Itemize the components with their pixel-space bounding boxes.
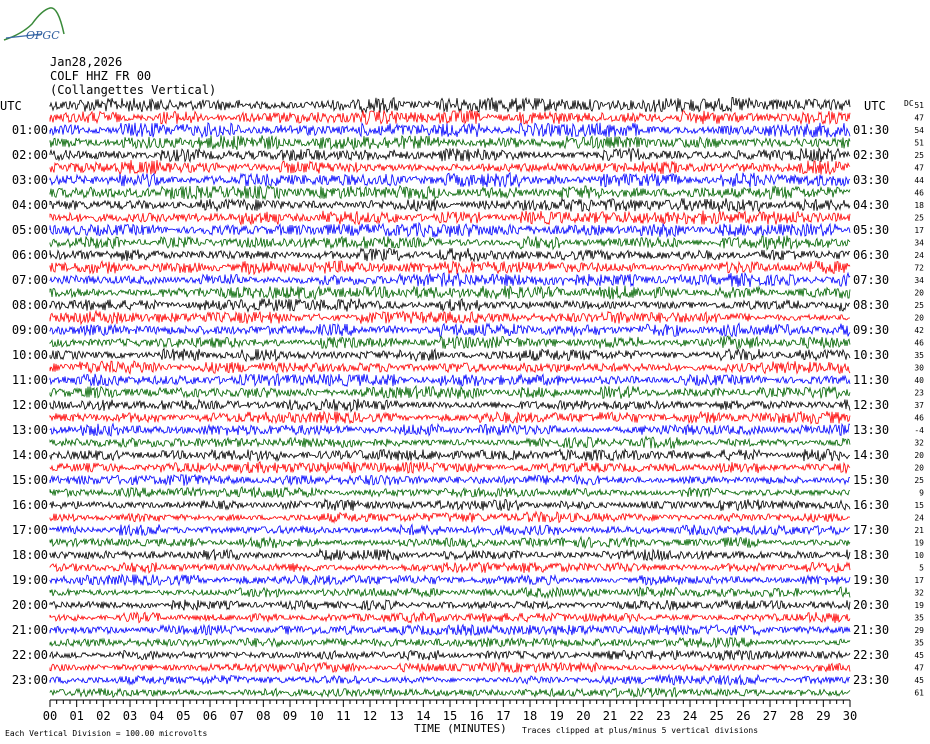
right-hour-label: 19:30 (853, 573, 890, 587)
dc-offset-label: 61 (914, 688, 924, 698)
x-tick-label: 14 (416, 709, 431, 723)
left-hour-label: 13:00 (11, 423, 48, 437)
left-hour-label: 03:00 (11, 173, 48, 187)
left-utc-label: UTC (0, 99, 22, 113)
dc-offset-label: 19 (914, 601, 924, 610)
left-hour-label: 09:00 (11, 323, 48, 337)
right-hour-label: 05:30 (853, 223, 890, 237)
x-tick-label: 09 (282, 709, 298, 723)
trace-line (50, 562, 850, 573)
dc-offset-label: 25 (914, 213, 924, 223)
left-hour-label: 11:00 (11, 373, 48, 387)
trace-line (50, 148, 850, 162)
dc-offset-label: 15 (914, 501, 924, 510)
x-tick-label: 30 (842, 709, 858, 723)
x-tick-label: 10 (309, 709, 324, 723)
dc-offset-label: 54 (914, 126, 924, 135)
dc-offset-label: 20 (914, 463, 924, 473)
x-tick-label: 03 (122, 709, 138, 723)
trace-line (50, 512, 850, 523)
dc-offset-label: 51 (914, 138, 924, 148)
dc-offset-label: 47 (914, 663, 924, 673)
trace-line (50, 587, 850, 598)
trace-line (50, 110, 850, 124)
x-tick-label: 11 (336, 709, 351, 723)
dc-offset-label: 18 (914, 201, 924, 210)
x-tick-label: 05 (176, 709, 191, 723)
right-hour-label: 18:30 (853, 548, 890, 562)
opgc-logo (2, 4, 72, 44)
dc-offset-label: 32 (914, 438, 924, 448)
right-hour-label: 08:30 (853, 298, 890, 312)
dc-offset-label: 24 (914, 251, 924, 260)
dc-offset-label: 25 (914, 301, 924, 310)
dc-offset-label: 20 (914, 313, 924, 323)
right-hour-label: 21:30 (853, 623, 890, 637)
trace-line (50, 186, 850, 200)
left-hour-label: 23:00 (11, 673, 48, 687)
dc-offset-label: 40 (914, 376, 924, 385)
trace-line (50, 198, 850, 211)
x-tick-label: 19 (549, 709, 564, 723)
dc-offset-label: -4 (914, 426, 924, 435)
left-hour-label: 01:00 (11, 123, 48, 137)
trace-line (50, 499, 850, 511)
trace-line (50, 462, 850, 474)
left-hour-label: 04:00 (11, 198, 48, 212)
x-tick-label: 20 (576, 709, 591, 723)
trace-line (50, 323, 850, 336)
dc-offset-label: 34 (914, 238, 924, 248)
left-hour-label: 15:00 (11, 473, 48, 487)
x-tick-label: 00 (42, 709, 58, 723)
right-hour-label: 03:30 (853, 173, 890, 187)
trace-line (50, 361, 850, 374)
trace-line (50, 399, 850, 412)
dc-offset-label: 21 (914, 526, 924, 535)
trace-line (50, 575, 850, 586)
x-tick-label: 27 (762, 709, 778, 723)
x-tick-label: 21 (602, 709, 618, 723)
right-hour-label: 09:30 (853, 323, 890, 337)
trace-line (50, 349, 850, 361)
right-hour-label: 15:30 (853, 473, 890, 487)
left-hour-label: 02:00 (11, 148, 48, 162)
trace-line (50, 211, 850, 225)
dc-offset-label: 46 (914, 188, 924, 198)
clipping-note: Traces clipped at plus/minus 5 vertical divisions (522, 726, 759, 735)
left-hour-label: 12:00 (11, 398, 48, 412)
right-hour-label: 17:30 (853, 523, 890, 537)
right-hour-label: 20:30 (853, 598, 890, 612)
trace-line (50, 688, 850, 698)
right-hour-label: 11:30 (853, 373, 890, 387)
trace-line (50, 600, 850, 611)
left-hour-label: 19:00 (11, 573, 48, 587)
trace-line (50, 449, 850, 461)
left-hour-label: 08:00 (11, 298, 48, 312)
right-hour-label: 02:30 (853, 148, 890, 162)
x-tick-label: 24 (682, 709, 698, 723)
left-hour-label: 07:00 (11, 273, 48, 287)
dc-offset-label: 37 (914, 401, 924, 410)
x-tick-label: 01 (69, 709, 84, 723)
dc-offset-label: 9 (919, 488, 924, 498)
dc-offset-label: 29 (914, 626, 924, 635)
trace-line (50, 273, 850, 287)
trace-line (50, 173, 850, 188)
trace-line (50, 97, 850, 112)
date-label: Jan28,2026 (50, 55, 123, 69)
dc-offset-label: 20 (914, 288, 924, 298)
trace-line (50, 123, 850, 137)
trace-line (50, 160, 850, 175)
left-hour-label: 22:00 (11, 648, 48, 662)
dc-offset-label: 35 (914, 638, 924, 648)
right-hour-label: 04:30 (853, 198, 890, 212)
trace-line (50, 236, 850, 250)
trace-line (50, 261, 850, 274)
x-tick-label: 02 (96, 709, 111, 723)
trace-line (50, 135, 850, 150)
x-tick-label: 15 (442, 709, 458, 723)
dc-offset-label: 35 (914, 613, 924, 623)
dc-offset-label: 47 (914, 163, 924, 173)
dc-offset-label: 42 (914, 326, 924, 335)
trace-line (50, 475, 850, 486)
svg-text:OPGC: OPGC (26, 29, 60, 42)
trace-line (50, 437, 850, 449)
dc-offset-label: 5 (919, 563, 924, 573)
trace-line (50, 487, 850, 498)
dc-offset-label: 46 (914, 413, 924, 423)
dc-offset-label: 20 (914, 451, 924, 460)
trace-line (50, 248, 850, 261)
trace-line (50, 525, 850, 536)
dc-offset-label: 51 (914, 101, 924, 110)
left-hour-label: 20:00 (11, 598, 48, 612)
right-hour-label: 16:30 (853, 498, 890, 512)
dc-offset-label: 72 (914, 263, 924, 273)
x-tick-label: 23 (656, 709, 671, 723)
right-utc-label: UTC (864, 99, 886, 113)
x-tick-label: 04 (149, 709, 164, 723)
right-hour-label: 14:30 (853, 448, 890, 462)
right-hour-label: 07:30 (853, 273, 890, 287)
left-hour-label: 14:00 (11, 448, 48, 462)
trace-line (50, 625, 850, 636)
trace-line (50, 386, 850, 399)
x-tick-label: 07 (229, 709, 244, 723)
vertical-division-note: Each Vertical Division = 100.00 microvolts (5, 729, 208, 738)
dc-offset-label: 25 (914, 476, 924, 485)
dc-offset-label: 47 (914, 113, 924, 123)
dc-offset-label: 32 (914, 588, 924, 598)
dc-offset-label: 44 (914, 176, 924, 185)
left-hour-label: 05:00 (11, 223, 48, 237)
x-tick-label: 13 (389, 709, 404, 723)
dc-offset-label: 25 (914, 151, 924, 160)
trace-line (50, 424, 850, 436)
left-hour-label: 10:00 (11, 348, 48, 362)
trace-line (50, 336, 850, 349)
left-hour-label: 16:00 (11, 498, 48, 512)
trace-line (50, 612, 850, 623)
trace-line (50, 549, 850, 560)
right-hour-label: 12:30 (853, 398, 890, 412)
dc-offset-label: 45 (914, 651, 924, 660)
dc-offset-label: 30 (914, 363, 924, 373)
right-hour-label: 13:30 (853, 423, 890, 437)
x-tick-label: 16 (469, 709, 484, 723)
trace-line (50, 638, 850, 648)
x-tick-label: 17 (496, 709, 511, 723)
right-hour-label: 10:30 (853, 348, 890, 362)
x-tick-label: 06 (202, 709, 218, 723)
trace-line (50, 537, 850, 548)
left-hour-label: 21:00 (11, 623, 48, 637)
x-tick-label: 12 (362, 709, 378, 723)
dc-offset-label: 35 (914, 351, 924, 360)
dc-label: DC (904, 99, 914, 108)
x-tick-label: 25 (709, 709, 724, 723)
right-hour-label: 06:30 (853, 248, 890, 262)
trace-line (50, 311, 850, 324)
dc-offset-label: 17 (914, 226, 924, 235)
right-hour-label: 23:30 (853, 673, 890, 687)
trace-line (50, 650, 850, 660)
trace-line (50, 286, 850, 300)
trace-line (50, 662, 850, 672)
x-tick-label: 18 (522, 709, 538, 723)
x-tick-label: 22 (629, 709, 644, 723)
dc-offset-label: 19 (914, 538, 924, 548)
trace-line (50, 411, 850, 423)
right-hour-label: 01:30 (853, 123, 890, 137)
x-tick-label: 08 (256, 709, 271, 723)
trace-line (50, 223, 850, 237)
dc-offset-label: 24 (914, 513, 924, 523)
dc-offset-label: 46 (914, 338, 924, 348)
left-hour-label: 06:00 (11, 248, 48, 262)
trace-line (50, 675, 850, 685)
dc-offset-label: 45 (914, 676, 924, 685)
x-tick-label: 28 (789, 709, 804, 723)
x-tick-label: 26 (736, 709, 751, 723)
dc-offset-label: 17 (914, 576, 924, 585)
x-axis-title: TIME (MINUTES) (414, 722, 507, 735)
dc-offset-label: 34 (914, 276, 924, 285)
trace-line (50, 299, 850, 312)
right-hour-label: 22:30 (853, 648, 890, 662)
x-tick-label: 29 (816, 709, 831, 723)
trace-line (50, 374, 850, 386)
left-hour-label: 17:00 (11, 523, 48, 537)
dc-offset-label: 23 (914, 388, 924, 398)
dc-offset-label: 10 (914, 551, 924, 560)
location-label: (Collangettes Vertical) (50, 83, 217, 97)
station-label: COLF HHZ FR 00 (50, 69, 152, 83)
left-hour-label: 18:00 (11, 548, 48, 562)
